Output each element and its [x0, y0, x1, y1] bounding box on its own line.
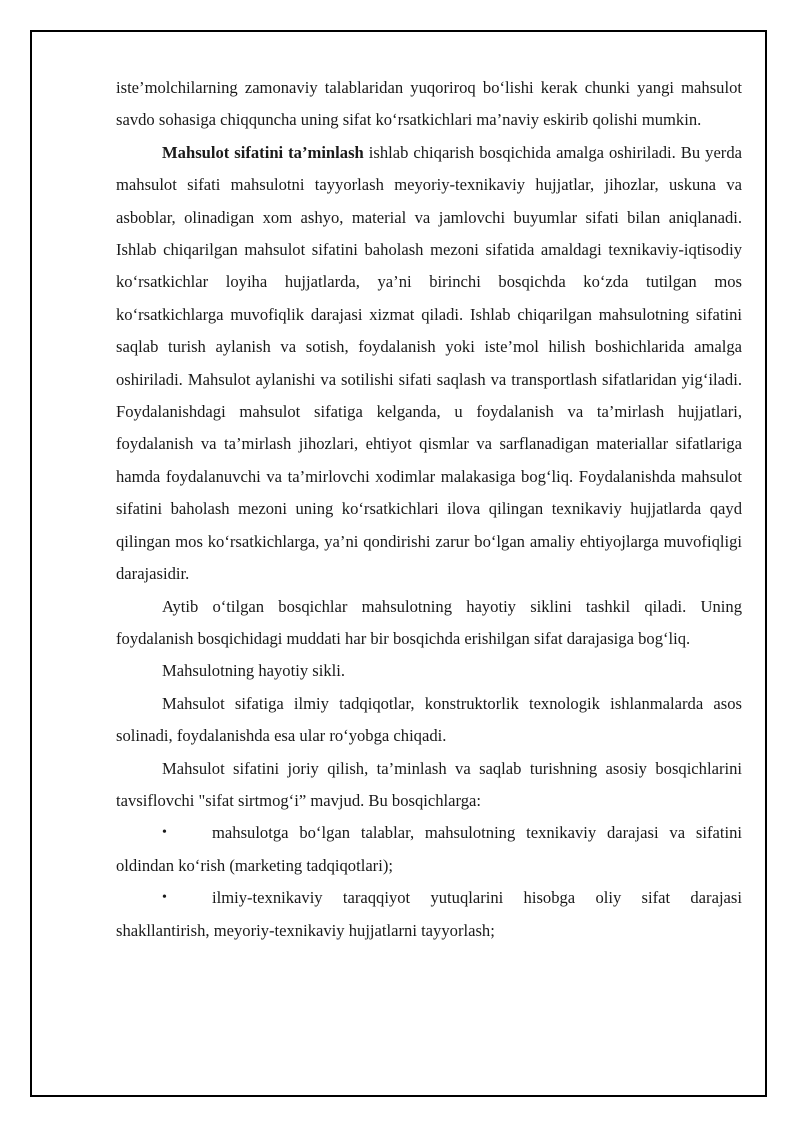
bold-term: Mahsulot sifatini ta’minlash: [162, 142, 364, 162]
paragraph-6: Mahsulot sifatini joriy qilish, ta’minlash va saqlab turishning asosiy bosqichlarini tavsiflovchi "sifat sirtmog‘i” mavjud. Bu bosqichlarga:: [116, 758, 742, 810]
list-item: [116, 882, 742, 947]
paragraph-1: iste’molchilarning zamonaviy talablaridan yuqoriroq bo‘lishi kerak chunki yangi mahsulot savdo sohasiga chiqquncha uning sifat ko‘rsatkichlari ma’naviy eskirib qolishi mumkin.: [116, 78, 742, 130]
document-body: [116, 72, 742, 947]
list-item-text: mahsulotga bo‘lgan talablar, mahsulotning texnikaviy darajasi va sifatini oldindan ko‘rish (marketing tadqiqotlari);: [116, 823, 742, 875]
bullet-icon: •: [162, 890, 167, 906]
bullet-icon: •: [162, 825, 167, 841]
paragraph-3: Aytib o‘tilgan bosqichlar mahsulotning hayotiy siklini tashkil qiladi. Uning foydalanish bosqichidagi muddati har bir bosqichda erishilgan sifat darajasiga bog‘liq.: [116, 596, 742, 648]
list-item-text: ilmiy-texnikaviy taraqqiyot yutuqlarini hisobga oliy sifat darajasi shakllantirish, meyoriy-texnikaviy hujjatlarni tayyorlash;: [116, 888, 742, 940]
list-item: [116, 817, 742, 882]
paragraph-2-text: ishlab chiqarish bosqichida amalga oshiriladi. Bu yerda mahsulot sifati mahsulotni tayyorlash meyoriy-texnikaviy hujjatlar, jihozlar, uskuna va asboblar, olinadigan xom ashyo, material va jamlovchi buyumlar sifati bilan aniqlanadi. Ishlab chiqarilgan mahsulot sifatini baholash mezoni sifatida amaldagi texnikaviy-iqtisodiy ko‘rsatkichlar loyiha hujjatlarda, ya’ni birinchi bosqichda ko‘zda tutilgan mos ko‘rsatkichlarga muvofiqlik darajasi xizmat qiladi. Ishlab chiqarilgan mahsulotning sifatini saqlab turish aylanish va sotish, foydalanish yoki iste’mol hilish boshichlarida amalga oshiriladi. Mahsulot aylanishi va sotilishi sifati saqlash va transportlash sifatlaridan yig‘iladi. Foydalanishdagi mahsulot sifatiga kelganda, u foydalanish va ta’mirlash hujjatlari, foydalanish va ta’mirlash jihozlari, ehtiyot qismlar va sarflanadigan materiallar sifatlariga hamda foydalanuvchi va ta’mirlovchi xodimlar malakasiga bog‘liq. Foydalanishda mahsulot sifatini baholash mezoni uning ko‘rsatkichlari ilova qilingan texnikaviy hujjatlarda qayd qilingan mos ko‘rsatkichlarga, ya’ni qondirishi zarur bo‘lgan amaliy ehtiyojlarga muvofiqligi darajasidir.: [116, 142, 742, 584]
paragraph-4: Mahsulotning hayotiy sikli.: [162, 661, 345, 681]
paragraph-2: [116, 137, 742, 591]
paragraph-5: Mahsulot sifatiga ilmiy tadqiqotlar, konstruktorlik texnologik ishlanmalarda asos solinadi, foydalanishda esa ular ro‘yobga chiqadi.: [116, 693, 742, 746]
